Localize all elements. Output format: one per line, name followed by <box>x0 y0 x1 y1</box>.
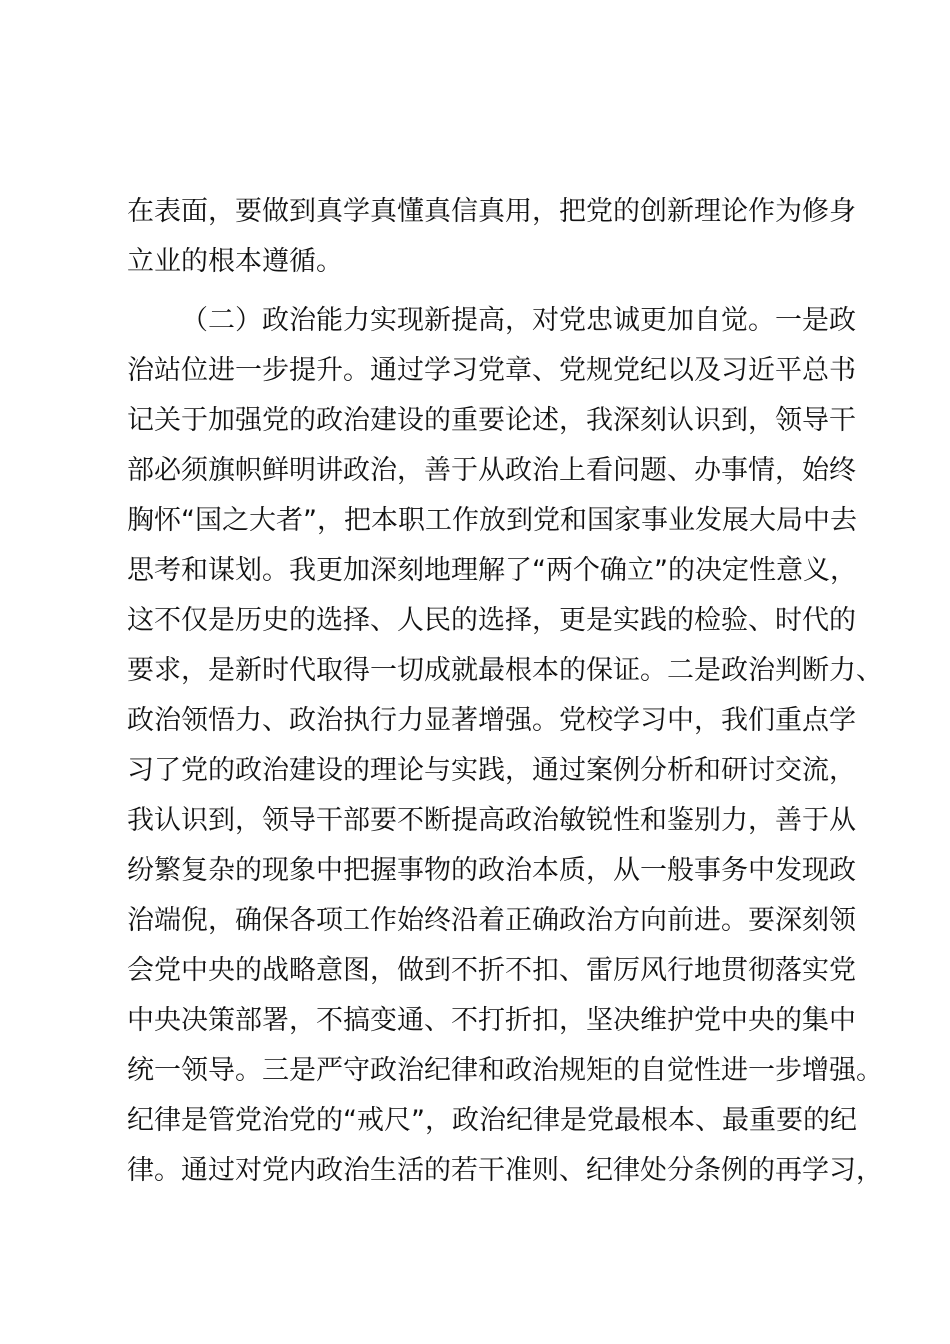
text-line: 统一领导。三是严守政治纪律和政治规矩的自觉性进一步增强。 <box>127 1055 883 1086</box>
text-line: 思考和谋划。我更加深刻地理解了“两个确立”的决定性意义， <box>127 555 857 586</box>
text-line: 治站位进一步提升。通过学习党章、党规党纪以及习近平总书 <box>127 355 856 386</box>
text-line: 会党中央的战略意图，做到不折不扣、雷厉风行地贯彻落实党 <box>127 955 856 986</box>
text-line: 这不仅是历史的选择、人民的选择，更是实践的检验、时代的 <box>127 605 856 636</box>
text-line: 立业的根本遵循。 <box>127 246 343 277</box>
text-line: 律。通过对党内政治生活的若干准则、纪律处分条例的再学习， <box>127 1155 883 1186</box>
text-line: 胸怀“国之大者”，把本职工作放到党和国家事业发展大局中去 <box>127 505 857 536</box>
text-line: 纷繁复杂的现象中把握事物的政治本质，从一般事务中发现政 <box>127 855 856 886</box>
text-line: 在表面，要做到真学真懂真信真用，把党的创新理论作为修身 <box>127 196 856 227</box>
text-line: 记关于加强党的政治建设的重要论述，我深刻认识到，领导干 <box>127 405 856 436</box>
paragraph-political-ability <box>127 296 883 1196</box>
paragraph-continued <box>127 187 856 287</box>
text-line: 治端倪，确保各项工作始终沿着正确政治方向前进。要深刻领 <box>127 905 856 936</box>
text-line: 纪律是管党治党的“戒尺”，政治纪律是党最根本、最重要的纪 <box>127 1105 857 1136</box>
text-line-indented: （二）政治能力实现新提高，对党忠诚更加自觉。一是政 <box>181 305 856 336</box>
text-line: 习了党的政治建设的理论与实践，通过案例分析和研讨交流， <box>127 755 856 786</box>
text-line: 我认识到，领导干部要不断提高政治敏锐性和鉴别力，善于从 <box>127 805 856 836</box>
text-line: 政治领悟力、政治执行力显著增强。党校学习中，我们重点学 <box>127 705 856 736</box>
text-line: 中央决策部署，不搞变通、不打折扣，坚决维护党中央的集中 <box>127 1005 856 1036</box>
text-line: 部必须旗帜鲜明讲政治，善于从政治上看问题、办事情，始终 <box>127 455 856 486</box>
text-line: 要求，是新时代取得一切成就最根本的保证。二是政治判断力、 <box>127 655 883 686</box>
